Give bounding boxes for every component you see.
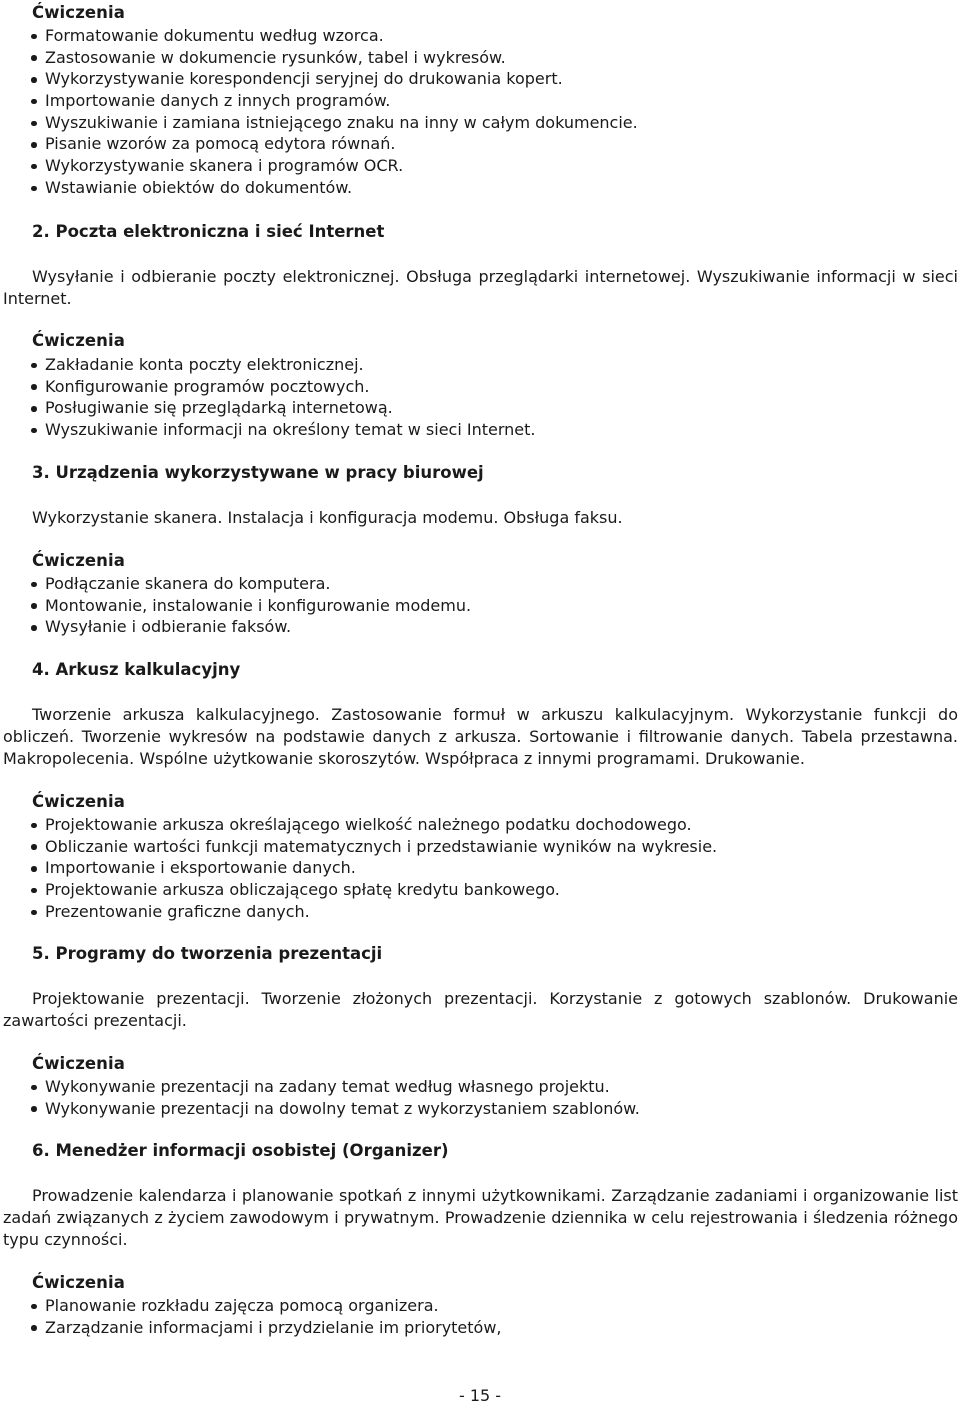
list-item: Projektowanie arkusza obliczającego spłatę kredytu bankowego. (30, 879, 717, 901)
list-item: Posługiwanie się przeglądarką internetową. (30, 397, 536, 419)
list-item: Zakładanie konta poczty elektronicznej. (30, 354, 536, 376)
list-item: Wyszukiwanie informacji na określony temat w sieci Internet. (30, 419, 536, 441)
exercises-heading: Ćwiczenia (32, 1273, 126, 1292)
section-description: Prowadzenie kalendarza i planowanie spotkań z innymi użytkownikami. Zarządzanie zadaniami i organizowanie list zadań związanych z życiem zawodowym i prywatnym. Prowadzenie dziennika w celu rejestrowania i śledzenia różnego typu czynności. (3, 1186, 958, 1249)
section-description: Wysyłanie i odbieranie poczty elektronicznej. Obsługa przeglądarki internetowej. Wyszukiwanie informacji w sieci Internet. (3, 267, 958, 308)
list-item: Wykonywanie prezentacji na zadany temat według własnego projektu. (30, 1076, 640, 1098)
list-item: Zarządzanie informacjami i przydzielanie im priorytetów, (30, 1317, 502, 1339)
section-title: 6. Menedżer informacji osobistej (Organizer) (32, 1141, 449, 1160)
section-title: 3. Urządzenia wykorzystywane w pracy biurowej (32, 463, 484, 482)
exercises-heading: Ćwiczenia (32, 1054, 126, 1073)
list-item: Wykorzystywanie korespondencji seryjnej do drukowania kopert. (30, 68, 638, 90)
list-item: Prezentowanie graficzne danych. (30, 901, 717, 923)
section-title: 5. Programy do tworzenia prezentacji (32, 944, 383, 963)
exercises-list (30, 1076, 640, 1119)
list-item: Podłączanie skanera do komputera. (30, 573, 471, 595)
list-item: Pisanie wzorów za pomocą edytora równań. (30, 133, 638, 155)
page-number: - 15 - (458, 1386, 502, 1405)
exercises-list (30, 25, 638, 199)
list-item: Importowanie danych z innych programów. (30, 90, 638, 112)
exercises-heading: Ćwiczenia (32, 331, 126, 350)
list-item: Obliczanie wartości funkcji matematycznych i przedstawianie wyników na wykresie. (30, 836, 717, 858)
section-description: Wykorzystanie skanera. Instalacja i konfiguracja modemu. Obsługa faksu. (32, 508, 623, 527)
exercises-heading: Ćwiczenia (32, 3, 126, 22)
list-item: Zastosowanie w dokumencie rysunków, tabel i wykresów. (30, 47, 638, 69)
section-title: 4. Arkusz kalkulacyjny (32, 660, 241, 679)
list-item: Formatowanie dokumentu według wzorca. (30, 25, 638, 47)
list-item: Konfigurowanie programów pocztowych. (30, 376, 536, 398)
exercises-list (30, 354, 536, 441)
list-item: Wstawianie obiektów do dokumentów. (30, 177, 638, 199)
exercises-list (30, 814, 717, 922)
list-item: Projektowanie arkusza określającego wielkość należnego podatku dochodowego. (30, 814, 717, 836)
list-item: Wyszukiwanie i zamiana istniejącego znaku na inny w całym dokumencie. (30, 112, 638, 134)
section-title: 2. Poczta elektroniczna i sieć Internet (32, 222, 385, 241)
list-item: Importowanie i eksportowanie danych. (30, 857, 717, 879)
section-description: Projektowanie prezentacji. Tworzenie złożonych prezentacji. Korzystanie z gotowych szablonów. Drukowanie zawartości prezentacji. (3, 989, 958, 1030)
exercises-list (30, 1295, 502, 1338)
exercises-heading: Ćwiczenia (32, 551, 126, 570)
list-item: Montowanie, instalowanie i konfigurowanie modemu. (30, 595, 471, 617)
section-description: Tworzenie arkusza kalkulacyjnego. Zastosowanie formuł w arkuszu kalkulacyjnym. Wykorzystanie funkcji do obliczeń. Tworzenie wykresów na podstawie danych z arkusza. Sortowanie i filtrowanie danych. Tabela przestawna. Makropolecenia. Wspólne użytkowanie skoroszytów. Współpraca z innymi programami. Drukowanie. (3, 705, 958, 768)
list-item: Planowanie rozkładu zajęcza pomocą organizera. (30, 1295, 502, 1317)
exercises-heading: Ćwiczenia (32, 792, 126, 811)
list-item: Wykonywanie prezentacji na dowolny temat z wykorzystaniem szablonów. (30, 1098, 640, 1120)
exercises-list (30, 573, 471, 638)
list-item: Wykorzystywanie skanera i programów OCR. (30, 155, 638, 177)
list-item: Wysyłanie i odbieranie faksów. (30, 616, 471, 638)
